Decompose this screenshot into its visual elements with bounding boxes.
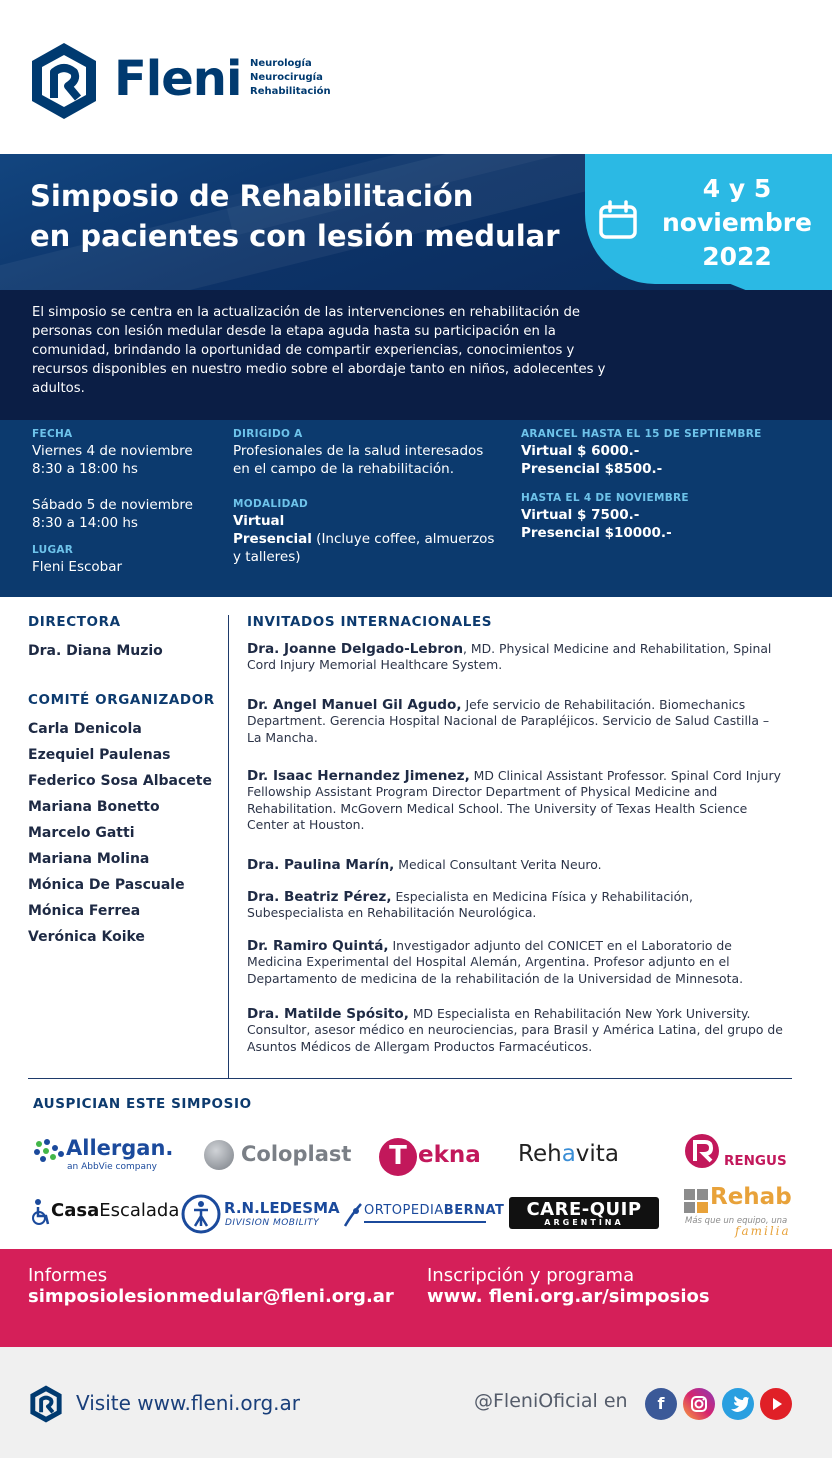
sponsor-allergan-sub: an AbbVie company bbox=[67, 1162, 157, 1172]
guest-desc: Investigador adjunto del CONICET en el Laboratorio de Medicina Experimental del Hospital Alemán, Argentina. Profesor adjunto en el Departamento de medicina de la rehabilitación de la Universidad de Minnesota. bbox=[247, 938, 744, 986]
guest-entry bbox=[247, 641, 787, 674]
comite-heading: COMITÉ ORGANIZADOR bbox=[28, 692, 215, 708]
ledesma-logo-icon bbox=[181, 1194, 221, 1234]
instagram-icon[interactable] bbox=[683, 1388, 715, 1420]
list-item: Verónica Koike bbox=[28, 929, 145, 945]
sponsor-casa-escalada bbox=[51, 1200, 179, 1221]
brand-name: Fleni bbox=[114, 51, 242, 107]
guest-name: Dra. Beatriz Pérez, bbox=[247, 889, 392, 905]
date-line: 4 y 5 bbox=[702, 174, 772, 203]
fecha-time-2: 8:30 a 14:00 hs bbox=[32, 515, 138, 531]
informes-email-link[interactable]: simposiolesionmedular@fleni.org.ar bbox=[28, 1286, 394, 1307]
column-divider bbox=[228, 615, 229, 1079]
arancel-label-1: ARANCEL HASTA EL 15 DE SEPTIEMBRE bbox=[521, 428, 762, 440]
sponsor-tekna-t: T bbox=[379, 1138, 417, 1176]
inscripcion-url-link[interactable]: www. fleni.org.ar/simposios bbox=[427, 1286, 710, 1307]
intro-section bbox=[0, 290, 832, 420]
fecha-time-1: 8:30 a 18:00 hs bbox=[32, 461, 138, 477]
arancel-presencial-1: Presencial $8500.- bbox=[521, 461, 663, 477]
modalidad-note-2: y talleres) bbox=[233, 549, 301, 565]
guest-entry bbox=[247, 697, 787, 746]
rehab-cross-icon bbox=[684, 1189, 708, 1213]
casa-part: Casa bbox=[51, 1200, 100, 1221]
fleni-logo-icon bbox=[28, 40, 100, 122]
sponsor-care-quip: CARE-QUIP bbox=[526, 1199, 642, 1220]
list-item: Carla Denicola bbox=[28, 721, 142, 737]
wheelchair-icon bbox=[31, 1198, 51, 1226]
guest-entry bbox=[247, 768, 787, 833]
event-date bbox=[652, 172, 822, 274]
sponsors-heading: AUSPICIAN ESTE SIMPOSIO bbox=[33, 1096, 252, 1112]
youtube-icon[interactable] bbox=[760, 1388, 792, 1420]
fecha-label: FECHA bbox=[32, 428, 73, 440]
sponsor-ledesma-sub: DIVISION MOBILITY bbox=[225, 1218, 320, 1228]
guest-desc: Jefe servicio de Rehabilitación. Biomechanics Department. Gerencia Hospital Nacional de Parapléjicos. Servicio de Salud Castilla – La Mancha. bbox=[247, 697, 770, 745]
informes-label: Informes bbox=[28, 1265, 108, 1286]
fecha-day-2: Sábado 5 de noviembre bbox=[32, 497, 193, 513]
tagline-line: Rehabilitación bbox=[250, 86, 331, 97]
sponsor-care-quip-sub: ARGENTINA bbox=[544, 1218, 624, 1227]
guest-name: Dra. Joanne Delgado-Lebron bbox=[247, 641, 464, 657]
modalidad-presencial-label: Presencial bbox=[233, 531, 312, 547]
section-divider bbox=[28, 1078, 792, 1079]
fecha-day-1: Viernes 4 de noviembre bbox=[32, 443, 193, 459]
sponsor-rehab-script: familia bbox=[735, 1224, 791, 1238]
sponsor-rehavita: Rehavita bbox=[518, 1141, 619, 1167]
sponsor-tekna: ekna bbox=[418, 1142, 481, 1168]
rengus-logo-icon bbox=[684, 1133, 720, 1169]
sponsor-coloplast: Coloplast bbox=[241, 1142, 352, 1166]
list-item: Federico Sosa Albacete bbox=[28, 773, 212, 789]
lugar-value: Fleni Escobar bbox=[32, 559, 123, 575]
directora-list bbox=[28, 638, 163, 664]
care-quip-logo bbox=[509, 1197, 659, 1229]
list-item: Mariana Bonetto bbox=[28, 799, 160, 815]
contact-section bbox=[0, 1249, 832, 1347]
guest-desc: Medical Consultant Verita Neuro. bbox=[394, 857, 602, 872]
bernat-part: BERNAT bbox=[443, 1203, 505, 1218]
list-item: Marcelo Gatti bbox=[28, 825, 135, 841]
guest-desc: MD Clinical Assistant Professor. Spinal Cord Injury Fellowship Assistant Program Director Department of Physical Medicine and Rehabilitation. McGovern Medical School. The University of Texas Health Science Center at Houston. bbox=[247, 768, 781, 832]
sponsor-ledesma: R.N.LEDESMA bbox=[224, 1199, 340, 1217]
invitados-heading: INVITADOS INTERNACIONALES bbox=[247, 614, 493, 630]
allergan-dots-icon bbox=[33, 1138, 67, 1164]
sponsor-rehab: Rehab bbox=[710, 1184, 792, 1210]
guest-desc: Especialista en Medicina Física y Rehabilitación, Subespecialista en Rehabilitación Neurológica. bbox=[247, 889, 693, 921]
list-item: Mónica Ferrea bbox=[28, 903, 141, 919]
guest-entry bbox=[247, 938, 787, 987]
title-line: Simposio de Rehabilitación bbox=[30, 179, 474, 213]
visit-website-link[interactable]: Visite www.fleni.org.ar bbox=[76, 1391, 301, 1415]
guest-name: Dr. Angel Manuel Gil Agudo, bbox=[247, 697, 462, 713]
dirigido-label: DIRIGIDO A bbox=[233, 428, 303, 440]
bernat-part: ORTOPEDIA bbox=[364, 1203, 444, 1218]
facebook-icon[interactable]: f bbox=[645, 1388, 677, 1420]
directora-name: Dra. Diana Muzio bbox=[28, 643, 163, 659]
tagline-line: Neurología bbox=[250, 58, 312, 69]
arancel-presencial-2: Presencial $10000.- bbox=[521, 525, 672, 541]
rehavita-part: vita bbox=[575, 1141, 619, 1167]
inscripcion-label: Inscripción y programa bbox=[427, 1265, 635, 1286]
arancel-virtual-2: Virtual $ 7500.- bbox=[521, 507, 640, 523]
event-info bbox=[0, 420, 832, 597]
social-handle: @FleniOficial en bbox=[474, 1390, 628, 1412]
title-line: en pacientes con lesión medular bbox=[30, 219, 560, 253]
bernat-figure-icon bbox=[342, 1200, 364, 1228]
guest-name: Dra. Matilde Spósito, bbox=[247, 1006, 409, 1022]
modalidad-label: MODALIDAD bbox=[233, 498, 309, 510]
modalidad-presencial bbox=[233, 530, 494, 548]
intro-text: El simposio se centra en la actualización de las intervenciones en rehabilitación de personas con lesión medular desde la etapa aguda hasta su participación en la comunidad, brindando la oportunidad de compartir experiencias, conocimientos y recursos disponibles en nuestro medio sobre el abordaje tanto en niños, adolecentes y adultos. bbox=[32, 305, 606, 396]
guest-name: Dr. Ramiro Quintá, bbox=[247, 938, 389, 954]
sponsor-rengus: RENGUS bbox=[724, 1153, 787, 1169]
arancel-virtual-1: Virtual $ 6000.- bbox=[521, 443, 640, 459]
casa-part: Escalada bbox=[99, 1200, 180, 1221]
modalidad-virtual: Virtual bbox=[233, 513, 285, 529]
twitter-icon[interactable] bbox=[722, 1388, 754, 1420]
tagline-line: Neurocirugía bbox=[250, 72, 323, 83]
list-item: Ezequiel Paulenas bbox=[28, 747, 171, 763]
guest-desc: MD Especialista en Rehabilitación New York University. Consultor, asesor médico en neurociencias, para Brasil y América Latina, del grupo de Asuntos Médicos de Allergam Productos Farmacéuticos. bbox=[247, 1006, 783, 1054]
coloplast-circle-icon bbox=[204, 1140, 234, 1170]
list-item: Mariana Molina bbox=[28, 851, 150, 867]
lugar-label: LUGAR bbox=[32, 544, 74, 556]
comite-list bbox=[28, 716, 212, 950]
sponsor-allergan: Allergan. bbox=[66, 1136, 174, 1160]
bernat-underline bbox=[364, 1221, 486, 1223]
guest-name: Dra. Paulina Marín, bbox=[247, 857, 395, 873]
calendar-icon bbox=[598, 200, 638, 240]
guest-entry bbox=[247, 857, 787, 873]
arancel-label-2: HASTA EL 4 DE NOVIEMBRE bbox=[521, 492, 689, 504]
date-line: noviembre bbox=[661, 208, 813, 237]
list-item: Mónica De Pascuale bbox=[28, 877, 185, 893]
date-line: 2022 bbox=[702, 242, 772, 271]
tagline bbox=[250, 57, 331, 99]
guest-entry bbox=[247, 1006, 787, 1055]
sponsor-bernat bbox=[364, 1203, 504, 1218]
sponsor-rehab-sub: Más que un equipo, una bbox=[685, 1216, 788, 1226]
guest-entry bbox=[247, 889, 787, 922]
modalidad-note: (Incluye coffee, almuerzos bbox=[311, 531, 495, 547]
guest-name: Dr. Isaac Hernandez Jimenez, bbox=[247, 768, 470, 784]
rehavita-part: Reh bbox=[518, 1141, 562, 1167]
header bbox=[0, 0, 832, 154]
guest-desc: , MD. Physical Medicine and Rehabilitation, Spinal Cord Injury Memorial Healthcare System. bbox=[247, 641, 772, 673]
fleni-logo-icon bbox=[28, 1384, 64, 1424]
footer bbox=[0, 1347, 832, 1458]
dirigido-line: Profesionales de la salud interesados bbox=[233, 443, 484, 459]
page-title bbox=[30, 176, 590, 256]
directora-heading: DIRECTORA bbox=[28, 614, 121, 630]
dirigido-line: en el campo de la rehabilitación. bbox=[233, 461, 455, 477]
